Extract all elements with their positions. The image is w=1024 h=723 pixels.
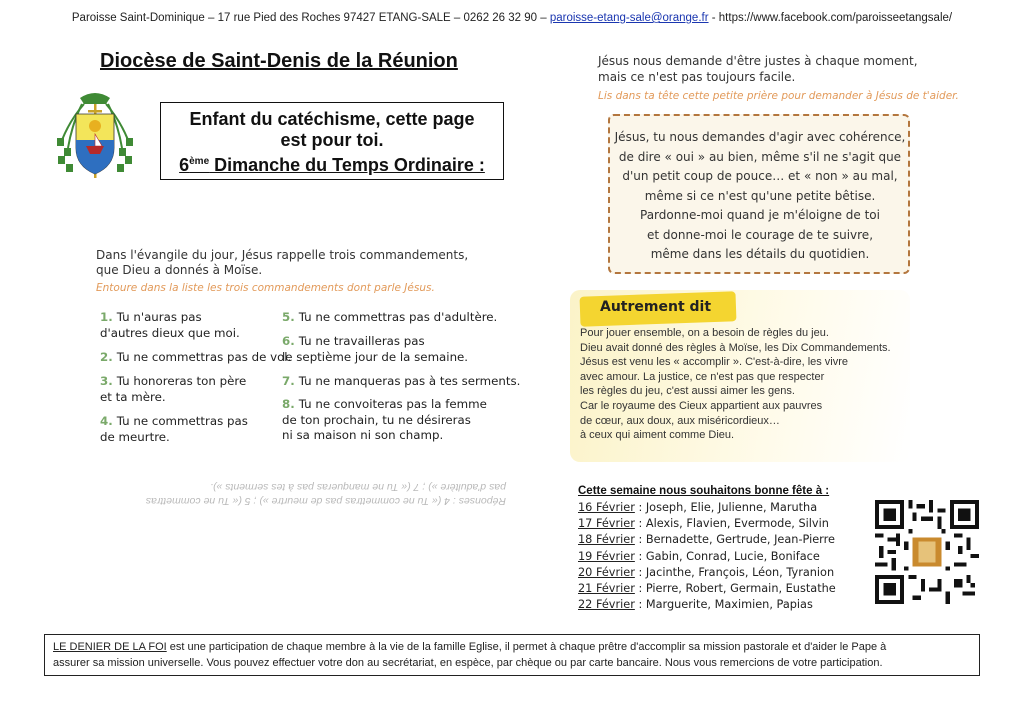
justice-intro: Jésus nous demande d'être justes à chaque moment, mais ce n'est pas toujours facile.: [598, 54, 918, 84]
child-box-line1: Enfant du catéchisme, cette page: [189, 109, 475, 129]
commandment-1: 1. Tu n'auras pas d'autres dieux que moi.: [100, 310, 240, 340]
page-header: [0, 12, 1024, 24]
commandment-4: 4. Tu ne commettras pas de meurtre.: [100, 414, 248, 444]
autrement-dit-title: Autrement dit: [600, 299, 712, 315]
denier-notice: LE DENIER DE LA FOI est une participation de chaque membre à la vie de la famille Eglise, il permet à chaque prêtre d'accomplir sa mission pastorale et d'aider le Pape à assurer sa mission universelle. Vous pouvez effectuer votre don au secrétariat, en espèce, par chèque ou par carte bancaire. Nous vous remercions de votre participation.: [44, 634, 980, 676]
gospel-instruction: Entoure dans la liste les trois commandements dont parle Jésus.: [96, 282, 435, 294]
bishop-crest-icon: [52, 90, 138, 184]
list-item: 16 Février : Joseph, Elie, Julienne, Marutha: [578, 501, 818, 514]
commandment-8: 8. Tu ne convoiteras pas la femme de ton prochain, tu ne désireras ni sa maison ni son champ.: [282, 397, 487, 442]
denier-label: LE DENIER DE LA FOI: [53, 641, 167, 653]
sunday-title: 6ème Dimanche du Temps Ordinaire :: [179, 155, 485, 175]
list-item: 18 Février : Bernadette, Gertrude, Jean-Pierre: [578, 533, 835, 547]
list-item: 22 Février : Marguerite, Maximien, Papias: [578, 598, 813, 612]
child-box-line2: est pour toi.: [280, 130, 384, 150]
autrement-dit-text: Pour jouer ensemble, on a besoin de règles du jeu. Dieu avait donné des règles à Moïse, les Dix Commandements. Jésus est venu les « accomplir ». C'est-à-dire, les vivre avec amour. La justice, ce n'est pas que respecter les règles du jeu, c'est aussi aimer les gens. Car le royaume des Cieux appartient aux pauvres de cœur, aux doux, aux miséricordieux… à ceux qui aiment comme Dieu.: [580, 327, 891, 442]
commandment-5: 5. Tu ne commettras pas d'adultère.: [282, 310, 498, 324]
justice-instruction: Lis dans ta tête cette petite prière pour demander à Jésus de t'aider.: [598, 90, 959, 102]
upside-down-answers: Réponses : 4 (« Tu ne commettras pas de meurtre ») ; 5 (« Tu ne commettras pas d'adultère ») ; 7 (« Tu ne manqueras pas à tes serments »).: [145, 481, 506, 507]
qr-code-icon[interactable]: [875, 500, 979, 604]
commandment-7: 7. Tu ne manqueras pas à tes serments.: [282, 374, 521, 388]
catechism-title-box: [160, 102, 504, 180]
header-address: Paroisse Saint-Dominique – 17 rue Pied des Roches 97427 ETANG-SALE – 0262 26 32 90 –: [71, 12, 550, 24]
header-facebook: - https://www.facebook.com/paroisseetangsale/: [708, 12, 953, 24]
list-item: 17 Février : Alexis, Flavien, Evermode, Silvin: [578, 517, 829, 531]
list-item: 21 Février : Pierre, Robert, Germain, Eustathe: [578, 582, 836, 596]
prayer-text: Jésus, tu nous demandes d'agir avec cohérence, de dire « oui » au bien, même s'il ne s'agit que d'un petit coup de pouce… et « non » au mal, même si ce n'est qu'une petite bêtise. Pardonne-moi quand je m'éloigne de toi et donne-moi le courage de te suivre, même dans les détails du quotidien.: [614, 130, 906, 261]
list-item: 19 Février : Gabin, Conrad, Lucie, Boniface: [578, 549, 820, 563]
diocese-title: Diocèse de Saint-Denis de la Réunion: [100, 50, 458, 72]
email-link[interactable]: paroisse-etang-sale@orange.fr: [549, 12, 709, 24]
commandment-6: 6. Tu ne travailleras pas le septième jour de la semaine.: [282, 334, 469, 364]
commandment-2: 2. Tu ne commettras pas de vol.: [100, 350, 292, 364]
gospel-intro: Dans l'évangile du jour, Jésus rappelle trois commandements, que Dieu a donnés à Moïse.: [96, 248, 469, 277]
list-item: 20 Février : Jacinthe, François, Léon, Tyranion: [578, 565, 835, 579]
feasts-list: [578, 500, 836, 613]
feasts-heading: Cette semaine nous souhaitons bonne fête à :: [578, 485, 830, 497]
commandment-3: 3. Tu honoreras ton père et ta mère.: [100, 374, 247, 404]
